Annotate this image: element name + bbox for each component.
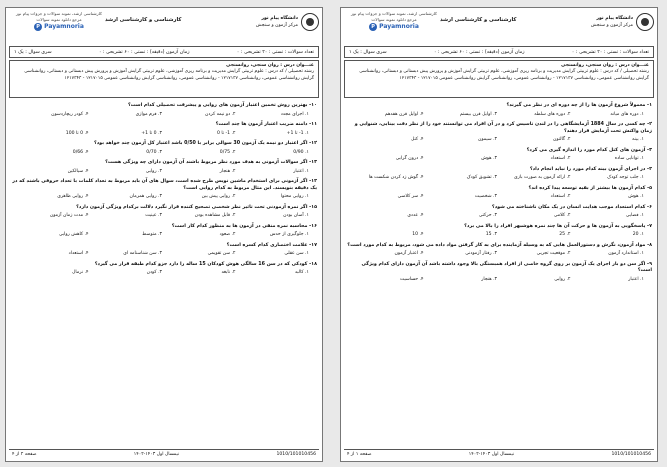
answer-option: ۳. روایی همزمان [129, 194, 162, 199]
question-text: ۱۵- اگر نمره آزمودنی تحت تاثیر نظر شخصی تصحیح کننده قرار نگیرد دلالت برکدام ویژگی آزمون دارد؟ [76, 204, 317, 210]
site-logo [344, 23, 444, 31]
exam-level-title: کارشناسی و کارشناسی ارشد [105, 17, 182, 23]
answer-option: ۱. 20 [632, 232, 644, 237]
answer-option: ۴. گوش زد کردن شکست ها [368, 175, 424, 180]
question-item [344, 146, 654, 165]
answer-options [346, 135, 652, 146]
answer-option: ۴. کتل [411, 137, 424, 142]
page-header [9, 11, 319, 45]
answer-options [346, 173, 652, 184]
question-item [344, 184, 654, 203]
footer-semester: نیمسال اول ۱۴۰۳-۱۴۰۲ [468, 452, 515, 457]
answer-option: ۴. نرمال [72, 270, 89, 275]
answer-option: ۴. کاهش روایی [58, 232, 89, 237]
answer-option: ۲. هنجار [219, 168, 236, 174]
answer-option: ۳. هنجار [481, 276, 497, 282]
answer-option: ۱. استاندارد آزمون [608, 251, 644, 256]
answer-option: ۴. درون گرایی [395, 156, 424, 161]
course-info [344, 60, 654, 98]
answer-option: ۳. کودن [146, 270, 162, 275]
answer-option: ۲. کلامی [553, 213, 571, 218]
time-label: زمان آزمون (دقیقه) : تستی : ۶۰ تشریحی : ۰ [98, 49, 190, 55]
answer-option: ۳. عینیت [145, 213, 162, 218]
footer-code: 1010/101010456 [276, 452, 316, 457]
brand-name: دانشگاه پیام نور [596, 16, 633, 21]
question-item [9, 222, 319, 241]
answer-options [11, 129, 317, 140]
site-banner [344, 11, 444, 31]
question-text: ۱۷- علامت اختصاری کدام کسره است؟ [226, 242, 317, 248]
answer-option: ۳. 0 تا 1+ [141, 130, 162, 136]
answer-option: ۴. اوایل قرن هفدهم [384, 111, 424, 117]
answer-option: ۴. 10 [412, 232, 424, 237]
answer-option: ۲. 0/75 [219, 149, 236, 155]
banner-line-2: مرجع دانلود نمونه سوالات [371, 17, 417, 22]
answer-option: ۲. ارائه آزمون به صورت بازی [514, 175, 571, 180]
page-footer [9, 449, 319, 459]
answer-options [346, 110, 652, 121]
answer-option: ۲. 1- تا 0 [216, 130, 236, 136]
university-brand [239, 11, 319, 45]
exam-meta-bar [9, 46, 319, 58]
answer-option: ۴. اعتبار آزمون [394, 251, 424, 256]
site-logo-icon: P [34, 23, 42, 31]
answer-options [11, 211, 317, 222]
answer-option: ۲. استعداد [550, 194, 571, 199]
question-item [9, 177, 319, 203]
answer-option: ۱. توانایی ساده [614, 156, 644, 161]
answer-options [346, 230, 652, 241]
answer-option: ۱. اعتبار [628, 276, 644, 282]
answer-option: ۴. 0 تا 100 [65, 130, 89, 136]
question-item [9, 203, 319, 222]
answer-options [11, 167, 317, 178]
university-brand [574, 11, 654, 45]
answer-options [346, 154, 652, 165]
course-fields: رشته تحصیلی / کد درس : علوم تربیتی گرایش مدیریت و برنامه ریزی آموزشی، علوم تربیتی گرایش آموزش و پرورش پیش دبستانی و دبستانی، روانشناسی گرایش روانشناسی عمومی، روانشناسی ۱۲۱۷۱۳۷ - روانشناسی عمومی، روانشناسی گرایش روانشناسی عمومی ۱۲۱۷۰۱۵ - ۱۲۱۷۳۴۳ [24, 69, 314, 81]
answer-option: ۴. حساسیت [400, 276, 424, 282]
answer-option: ۴. استعداد [68, 251, 89, 256]
answer-options [346, 275, 652, 286]
time-label: زمان آزمون (دقیقه) : تستی : ۶۰ تشریحی : ۰ [433, 49, 525, 55]
question-text: ۳- آزمون های کتل کدام مورد را اندازه گیری می کرد؟ [526, 147, 652, 153]
answer-option: ۲. 25 [559, 232, 571, 237]
answer-option: ۱. جلب توجه کودک [607, 175, 644, 180]
answer-option: ۲. موقعیت تجربی [536, 251, 571, 256]
question-text: ۱۰- بهترین روش تخمین اعتبار آزمون های روایی و پیشرفت تحصیلی کدام است؟ [128, 103, 317, 108]
footer-page-number: صفحه ۱ از ۴ [347, 452, 372, 457]
answer-option: ۱. جلوگیری از حدس [269, 232, 309, 237]
answer-option: ۲. دوره های سلطه [534, 111, 571, 117]
answer-options [11, 268, 317, 279]
question-text: ۱۱- دامنه ضریب اعتبار آزمون ها چند است؟ [215, 122, 317, 127]
exam-meta-bar [344, 46, 654, 58]
series-label: سری سوال : یک ۱ [14, 49, 52, 55]
answer-option: ۳. رفتار آزمودنی [465, 251, 497, 256]
question-text: ۱۶- محاسبه نمره منفی در آزمون ها به منظور کدام کار است؟ [171, 223, 317, 229]
answer-option: ۱. آسان بودن [283, 213, 309, 218]
banner-line-1: کارشناسی ارشد، نمونه سوالات و جزوات پیام نور [351, 11, 437, 16]
brand-subtitle: مرکز آزمون و سنجش [590, 23, 633, 28]
answer-option: ۱. 0/90 [293, 149, 309, 155]
answer-options [11, 192, 317, 203]
question-text: ۱- معمولاً شروع آزمون ها را از چه دوره ای در نظر می گیرند؟ [506, 103, 652, 108]
answer-options [346, 192, 652, 203]
university-logo-icon [636, 13, 654, 31]
question-text: ۸- مواد آزمون، نگرش و دستورالعمل هایی که به وسیله آزماینده برای به کار گرفتن مواد داده می شود، مربوط به کدام مورد است؟ [347, 242, 652, 248]
answer-option: ۲. استعداد [550, 156, 571, 161]
question-item [344, 260, 654, 286]
answer-options [11, 148, 317, 159]
question-count-label: تعداد سوالات : تستی : ۲۰ تشریحی : ۰ [571, 49, 649, 55]
question-text: ۱۴- اگر آزمونی برای استخدام ماشین نویس طرح شده است، سوال های آن باید مربوط به تعداد کلمات با تعداد حروفی باشند که در یک دقیقه بنویسند. این مثال مربوط به کدام روایی است؟ [12, 179, 317, 191]
question-item [344, 241, 654, 260]
course-title: عنـــوان درس : روان سنجی، روانسنجی [561, 63, 649, 68]
answer-option: ۴. مدت زمان آزمون [49, 213, 89, 218]
answer-options [11, 249, 317, 260]
answer-option: ۲. صعود [219, 232, 236, 237]
course-title: عنـــوان درس : روان سنجی، روانسنجی [226, 63, 314, 68]
question-text: ۱۸- کودکی که در سن 16 سالگی هوش کودکان 15 ساله را دارد جزو کدام طبقه قرار می گیرد؟ [94, 261, 317, 267]
answer-option: ۱. هوش [628, 194, 644, 199]
answer-option: ۳. اوایل قرن بیستم [459, 111, 497, 117]
question-text: ۲- چه کسی در سال 1884 آزمایشگاهی را در لندن تاسیس کرد و در آن افراد می توانستند خود را از نظر دقت بینایی، شنوایی و زمان واکنش تحت آزمایش قرار دهند؟ [354, 122, 652, 134]
answer-option: ۴. سیالکین [67, 168, 89, 174]
question-list [344, 101, 654, 447]
question-text: ۷- پاسخگویی به آزمون ها و حرکت آن ها چند نمره هوشبهر افراد را بالا می برد؟ [464, 223, 652, 229]
question-item [9, 120, 319, 139]
question-item [9, 158, 319, 177]
answer-option: ۳. تشویق کودک [466, 175, 497, 180]
exam-level-title: کارشناسی و کارشناسی ارشد [440, 17, 517, 23]
answer-option: ۱. سن عقلی [284, 251, 309, 256]
footer-semester: نیمسال اول ۱۴۰۳-۱۴۰۲ [133, 452, 180, 457]
brand-subtitle: مرکز آزمون و سنجش [255, 23, 298, 28]
question-list [9, 101, 319, 447]
site-logo [9, 23, 109, 31]
series-label: سری سوال : یک ۱ [349, 49, 387, 55]
university-logo-icon [301, 13, 319, 31]
answer-option: ۱. کالبد [294, 270, 309, 275]
question-item [344, 120, 654, 146]
answer-options [11, 230, 317, 241]
answer-option: ۳. فرم موازی [135, 111, 162, 117]
answer-option: ۴. عددی [407, 213, 424, 218]
answer-option: ۲. گالتون [552, 137, 571, 142]
answer-option: ۴. 0/66 [72, 149, 89, 155]
answer-options [346, 249, 652, 260]
answer-option: ۱. بینه [632, 137, 644, 142]
answer-option: ۳. سیمون [477, 137, 497, 142]
question-item [9, 101, 319, 120]
answer-options [11, 110, 317, 121]
exam-page-2 [5, 7, 323, 462]
question-text: ۹- اگر سن دو بار اجرای یک آزمون بر روی گروه خاصی از افراد همبستگی بالا وجود داشته باشد آن آزمون دارای کدام ویژگی است؟ [361, 261, 652, 273]
question-item [344, 101, 654, 120]
question-text: ۱۳- اگر سوالات آزمونی به هدف مورد نظر مربوط باشند آن آزمون دارای چه ویژگی هست؟ [105, 160, 317, 165]
answer-option: ۱. 1- تا 1+ [286, 130, 309, 136]
site-name: Payamnoria [44, 23, 84, 30]
banner-line-1: کارشناسی ارشد، نمونه سوالات و جزوات پیام نور [16, 11, 102, 16]
answer-option: ۲. روایی [554, 276, 571, 282]
answer-option: ۴. کودر ریچاردسون [51, 111, 89, 117]
answer-option: ۴. روایی ظاهری [57, 194, 89, 199]
answer-option: ۱. دوره های میانه [610, 111, 644, 117]
answer-option: ۴. سر کلاسی [397, 194, 424, 199]
question-count-label: تعداد سوالات : تستی : ۲۰ تشریحی : ۰ [236, 49, 314, 55]
answer-option: ۳. شخصیت [474, 194, 497, 199]
question-text: ۵- کدام آزمون ها بیشتر از بقیه توسعه پیدا کرده اند؟ [528, 185, 652, 191]
answer-option: ۱. اعتبار [293, 168, 309, 174]
answer-option: ۱. فضایی [625, 213, 644, 218]
question-text: ۴- در اجرای آزمون بینه کدام مورد را نباید انجام داد؟ [529, 166, 652, 172]
answer-option: ۱. روایی محتوا [280, 194, 309, 199]
question-item [344, 165, 654, 184]
page-footer [344, 449, 654, 459]
question-text: ۱۲- اگر اعتبار دو نیمه یک آزمون 30 سوالی برابر با 0/50 باشد اعتبار کل آزمون چند خواهد بود؟ [93, 141, 317, 146]
course-info [9, 60, 319, 98]
answer-options [346, 211, 652, 222]
question-item [9, 260, 319, 279]
site-name: Payamnoria [379, 23, 419, 30]
exam-page-1 [340, 7, 658, 462]
answer-option: ۲. نابغه [221, 270, 236, 275]
footer-page-number: صفحه ۲ از ۴ [12, 452, 37, 457]
answer-option: ۲. دو نیمه کردن [205, 111, 236, 117]
question-item [344, 222, 654, 241]
answer-option: ۲. سن تقویمی [207, 251, 236, 256]
question-item [9, 139, 319, 158]
answer-option: ۳. 0/70 [146, 149, 162, 155]
answer-option: ۲. روایی پیش بین [201, 194, 236, 199]
site-banner [9, 11, 109, 31]
question-text: ۶- کدام استعداد موجب هدایت انسان در یک مکان ناشناخته می شود؟ [491, 204, 652, 210]
answer-option: ۳. هوش [481, 156, 497, 161]
site-logo-icon: P [369, 23, 377, 31]
answer-option: ۲. قابل مشاهده بودن [194, 213, 236, 218]
banner-line-2: مرجع دانلود نمونه سوالات [36, 17, 82, 22]
answer-option: ۳. حرکتی [478, 213, 497, 218]
brand-name: دانشگاه پیام نور [261, 16, 298, 21]
question-item [344, 203, 654, 222]
answer-option: ۱. اجرای مجدد [280, 111, 309, 117]
course-fields: رشته تحصیلی / کد درس : علوم تربیتی گرایش مدیریت و برنامه ریزی آموزشی، علوم تربیتی گرایش آموزش و پرورش پیش دبستانی و دبستانی، روانشناسی گرایش روانشناسی عمومی، روانشناسی ۱۲۱۷۱۳۷ - روانشناسی عمومی، روانشناسی گرایش روانشناسی عمومی ۱۲۱۷۰۱۵ - ۱۲۱۷۳۴۳ [359, 69, 649, 81]
page-header [344, 11, 654, 45]
question-item [9, 241, 319, 260]
footer-code: 1010/101010456 [611, 452, 651, 457]
answer-option: ۳. متوسط [142, 232, 162, 237]
answer-option: ۳. سن شناسنامه ای [123, 251, 162, 256]
answer-option: ۳. 15 [485, 232, 497, 237]
answer-option: ۳. روایی [145, 168, 162, 174]
